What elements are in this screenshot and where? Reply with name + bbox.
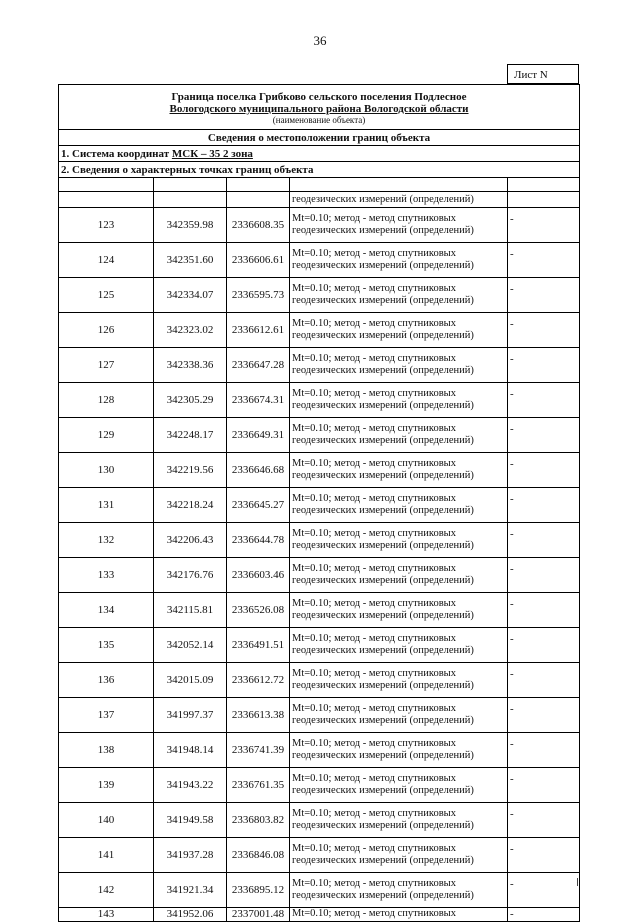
method-line-1: Mt=0.10; метод - метод спутниковых bbox=[292, 878, 456, 889]
point-note: - bbox=[508, 628, 580, 663]
table-row bbox=[59, 663, 580, 698]
table-row bbox=[59, 348, 580, 383]
coordinate-x: 341952.06 bbox=[154, 908, 227, 922]
method-line-1: Mt=0.10; метод - метод спутниковых bbox=[292, 703, 456, 714]
coordinate-x: 341948.14 bbox=[154, 733, 227, 768]
method-description bbox=[290, 663, 508, 698]
point-number: 132 bbox=[59, 523, 154, 558]
coordinate-x: 341997.37 bbox=[154, 698, 227, 733]
table-cell bbox=[59, 192, 154, 208]
point-note: - bbox=[508, 838, 580, 873]
table-row bbox=[59, 418, 580, 453]
method-description bbox=[290, 873, 508, 908]
coordinate-y: 2336645.27 bbox=[227, 488, 290, 523]
coordinate-y: 2337001.48 bbox=[227, 908, 290, 922]
coordinate-x: 342206.43 bbox=[154, 523, 227, 558]
point-note: - bbox=[508, 208, 580, 243]
table-row bbox=[59, 453, 580, 488]
point-number: 130 bbox=[59, 453, 154, 488]
coordinate-y: 2336741.39 bbox=[227, 733, 290, 768]
method-description bbox=[290, 418, 508, 453]
coordinate-x: 342052.14 bbox=[154, 628, 227, 663]
method-line-1: Mt=0.10; метод - метод спутниковых bbox=[292, 283, 456, 294]
point-number: 126 bbox=[59, 313, 154, 348]
object-title-row bbox=[59, 85, 580, 130]
coordinate-x: 342219.56 bbox=[154, 453, 227, 488]
point-number: 129 bbox=[59, 418, 154, 453]
point-note: - bbox=[508, 873, 580, 908]
coordinate-y: 2336491.51 bbox=[227, 628, 290, 663]
method-line-2: геодезических измерений (определений) bbox=[292, 855, 474, 866]
table-row bbox=[59, 908, 580, 922]
continuation-row bbox=[59, 192, 580, 208]
method-description bbox=[290, 558, 508, 593]
method-line-2: геодезических измерений (определений) bbox=[292, 435, 474, 446]
method-description bbox=[290, 593, 508, 628]
method-line-2: геодезических измерений (определений) bbox=[292, 785, 474, 796]
boundary-points-table bbox=[58, 84, 580, 922]
point-note: - bbox=[508, 593, 580, 628]
coordinate-x: 342115.81 bbox=[154, 593, 227, 628]
method-line-2: геодезических измерений (определений) bbox=[292, 365, 474, 376]
method-line-1: Mt=0.10; метод - метод спутниковых bbox=[292, 808, 456, 819]
method-line-1: Mt=0.10; метод - метод спутниковых bbox=[292, 458, 456, 469]
table-row bbox=[59, 243, 580, 278]
method-description bbox=[290, 838, 508, 873]
coordinate-x: 342176.76 bbox=[154, 558, 227, 593]
method-description bbox=[290, 208, 508, 243]
method-line-2: геодезических измерений (определений) bbox=[292, 890, 474, 901]
method-line-2: геодезических измерений (определений) bbox=[292, 680, 474, 691]
coordinate-x: 341943.22 bbox=[154, 768, 227, 803]
table-row bbox=[59, 208, 580, 243]
coordinate-x: 341921.34 bbox=[154, 873, 227, 908]
method-line-1: Mt=0.10; метод - метод спутниковых bbox=[292, 248, 456, 259]
coordinate-y: 2336526.08 bbox=[227, 593, 290, 628]
method-line-1: Mt=0.10; метод - метод спутниковых bbox=[292, 563, 456, 574]
table-row bbox=[59, 803, 580, 838]
coordinate-y: 2336644.78 bbox=[227, 523, 290, 558]
coordinate-system-value: МСК – 35 2 зона bbox=[171, 147, 253, 160]
object-title-caption: (наименование объекта) bbox=[272, 114, 366, 125]
point-number: 125 bbox=[59, 278, 154, 313]
coordinate-system-cell bbox=[59, 146, 580, 162]
method-description bbox=[290, 768, 508, 803]
coordinate-y: 2336612.72 bbox=[227, 663, 290, 698]
coordinate-y: 2336895.12 bbox=[227, 873, 290, 908]
coordinate-y: 2336603.46 bbox=[227, 558, 290, 593]
method-continuation: геодезических измерений (определений) bbox=[290, 192, 508, 208]
column-header-cell bbox=[59, 178, 154, 192]
method-line-2: геодезических измерений (определений) bbox=[292, 470, 474, 481]
point-number: 141 bbox=[59, 838, 154, 873]
method-line-2: геодезических измерений (определений) bbox=[292, 505, 474, 516]
coordinate-y: 2336606.61 bbox=[227, 243, 290, 278]
section-heading: Сведения о местоположении границ объекта bbox=[59, 130, 580, 146]
method-line-2: геодезических измерений (определений) bbox=[292, 750, 474, 761]
table-row bbox=[59, 838, 580, 873]
method-line-2: геодезических измерений (определений) bbox=[292, 260, 474, 271]
method-description bbox=[290, 278, 508, 313]
coordinate-y: 2336803.82 bbox=[227, 803, 290, 838]
coordinate-y: 2336612.61 bbox=[227, 313, 290, 348]
coordinate-x: 342334.07 bbox=[154, 278, 227, 313]
table-row bbox=[59, 383, 580, 418]
point-note: - bbox=[508, 243, 580, 278]
point-note: - bbox=[508, 348, 580, 383]
point-number: 127 bbox=[59, 348, 154, 383]
method-line-1: Mt=0.10; метод - метод спутниковых bbox=[292, 213, 456, 224]
sheet-label: Лист N bbox=[507, 64, 579, 84]
coordinate-x: 341949.58 bbox=[154, 803, 227, 838]
coordinate-x: 341937.28 bbox=[154, 838, 227, 873]
coordinate-x: 342359.98 bbox=[154, 208, 227, 243]
method-line-1: Mt=0.10; метод - метод спутниковых bbox=[292, 633, 456, 644]
point-note: - bbox=[508, 383, 580, 418]
method-description: Mt=0.10; метод - метод спутниковых bbox=[290, 908, 508, 922]
coordinate-y: 2336649.31 bbox=[227, 418, 290, 453]
point-number: 136 bbox=[59, 663, 154, 698]
column-header-row bbox=[59, 178, 580, 192]
point-note: - bbox=[508, 523, 580, 558]
method-description bbox=[290, 803, 508, 838]
point-note: - bbox=[508, 908, 580, 922]
point-note: - bbox=[508, 453, 580, 488]
point-number: 142 bbox=[59, 873, 154, 908]
column-header-cell bbox=[508, 178, 580, 192]
point-note: - bbox=[508, 418, 580, 453]
coordinate-x: 342248.17 bbox=[154, 418, 227, 453]
coordinate-x: 342015.09 bbox=[154, 663, 227, 698]
coordinate-x: 342323.02 bbox=[154, 313, 227, 348]
point-note: - bbox=[508, 663, 580, 698]
method-description bbox=[290, 383, 508, 418]
table-cell bbox=[508, 192, 580, 208]
point-number: 133 bbox=[59, 558, 154, 593]
table-row bbox=[59, 558, 580, 593]
section-heading-row bbox=[59, 130, 580, 146]
table-row bbox=[59, 873, 580, 908]
point-note: - bbox=[508, 768, 580, 803]
column-header-cell bbox=[290, 178, 508, 192]
method-line-1: Mt=0.10; метод - метод спутниковых bbox=[292, 388, 456, 399]
point-note: - bbox=[508, 733, 580, 768]
method-line-1: Mt=0.10; метод - метод спутниковых bbox=[292, 668, 456, 679]
point-note: - bbox=[508, 698, 580, 733]
table-cell bbox=[227, 192, 290, 208]
object-title-cell bbox=[59, 85, 580, 130]
method-description bbox=[290, 523, 508, 558]
table-row bbox=[59, 593, 580, 628]
scan-mark bbox=[577, 878, 578, 886]
coordinate-x: 342351.60 bbox=[154, 243, 227, 278]
method-line-1: Mt=0.10; метод - метод спутниковых bbox=[292, 353, 456, 364]
coordinate-y: 2336674.31 bbox=[227, 383, 290, 418]
method-line-1: Mt=0.10; метод - метод спутниковых bbox=[292, 738, 456, 749]
points-heading: 2. Сведения о характерных точках границ объекта bbox=[59, 162, 580, 178]
point-number: 137 bbox=[59, 698, 154, 733]
method-description bbox=[290, 733, 508, 768]
method-line-1: Mt=0.10; метод - метод спутниковых bbox=[292, 773, 456, 784]
point-note: - bbox=[508, 488, 580, 523]
method-line-1: Mt=0.10; метод - метод спутниковых bbox=[292, 493, 456, 504]
object-title-line2: Вологодского муниципального района Вологодской области bbox=[169, 102, 469, 115]
table-row bbox=[59, 733, 580, 768]
method-description bbox=[290, 453, 508, 488]
column-header-cell bbox=[154, 178, 227, 192]
coordinate-x: 342305.29 bbox=[154, 383, 227, 418]
point-number: 128 bbox=[59, 383, 154, 418]
point-number: 124 bbox=[59, 243, 154, 278]
coordinate-y: 2336608.35 bbox=[227, 208, 290, 243]
coordinate-y: 2336761.35 bbox=[227, 768, 290, 803]
point-number: 139 bbox=[59, 768, 154, 803]
method-line-2: геодезических измерений (определений) bbox=[292, 400, 474, 411]
table-row bbox=[59, 488, 580, 523]
method-line-1: Mt=0.10; метод - метод спутниковых bbox=[292, 423, 456, 434]
method-line-2: геодезических измерений (определений) bbox=[292, 295, 474, 306]
coordinate-y: 2336846.08 bbox=[227, 838, 290, 873]
table-cell bbox=[154, 192, 227, 208]
method-line-2: геодезических измерений (определений) bbox=[292, 820, 474, 831]
point-note: - bbox=[508, 803, 580, 838]
point-number: 134 bbox=[59, 593, 154, 628]
method-description bbox=[290, 488, 508, 523]
coordinate-system-row bbox=[59, 146, 580, 162]
method-description bbox=[290, 628, 508, 663]
method-line-2: геодезических измерений (определений) bbox=[292, 575, 474, 586]
column-header-cell bbox=[227, 178, 290, 192]
point-note: - bbox=[508, 313, 580, 348]
point-number: 131 bbox=[59, 488, 154, 523]
point-number: 135 bbox=[59, 628, 154, 663]
method-line-1: Mt=0.10; метод - метод спутниковых bbox=[292, 843, 456, 854]
object-title-line1: Граница поселка Грибково сельского поселения Подлесное bbox=[171, 90, 467, 103]
page-number: 36 bbox=[313, 33, 327, 48]
method-description bbox=[290, 243, 508, 278]
coordinate-y: 2336646.68 bbox=[227, 453, 290, 488]
method-line-2: геодезических измерений (определений) bbox=[292, 715, 474, 726]
method-description bbox=[290, 313, 508, 348]
coordinate-y: 2336595.73 bbox=[227, 278, 290, 313]
table-row bbox=[59, 313, 580, 348]
method-line-1: Mt=0.10; метод - метод спутниковых bbox=[292, 318, 456, 329]
table-row bbox=[59, 698, 580, 733]
table-row bbox=[59, 278, 580, 313]
point-number: 123 bbox=[59, 208, 154, 243]
point-number: 138 bbox=[59, 733, 154, 768]
points-heading-row bbox=[59, 162, 580, 178]
table-row bbox=[59, 523, 580, 558]
method-line-2: геодезических измерений (определений) bbox=[292, 645, 474, 656]
method-line-2: геодезических измерений (определений) bbox=[292, 540, 474, 551]
method-line-1: Mt=0.10; метод - метод спутниковых bbox=[292, 528, 456, 539]
table-row bbox=[59, 768, 580, 803]
coordinate-x: 342338.36 bbox=[154, 348, 227, 383]
method-line-2: геодезических измерений (определений) bbox=[292, 610, 474, 621]
coordinate-x: 342218.24 bbox=[154, 488, 227, 523]
method-description bbox=[290, 348, 508, 383]
coordinate-system-label: 1. Система координат bbox=[61, 147, 172, 160]
point-number: 140 bbox=[59, 803, 154, 838]
method-description bbox=[290, 698, 508, 733]
table-row bbox=[59, 628, 580, 663]
coordinate-y: 2336647.28 bbox=[227, 348, 290, 383]
point-note: - bbox=[508, 278, 580, 313]
method-line-2: геодезических измерений (определений) bbox=[292, 225, 474, 236]
method-line-1: Mt=0.10; метод - метод спутниковых bbox=[292, 598, 456, 609]
point-number: 143 bbox=[59, 908, 154, 922]
coordinate-y: 2336613.38 bbox=[227, 698, 290, 733]
method-line-2: геодезических измерений (определений) bbox=[292, 330, 474, 341]
point-note: - bbox=[508, 558, 580, 593]
